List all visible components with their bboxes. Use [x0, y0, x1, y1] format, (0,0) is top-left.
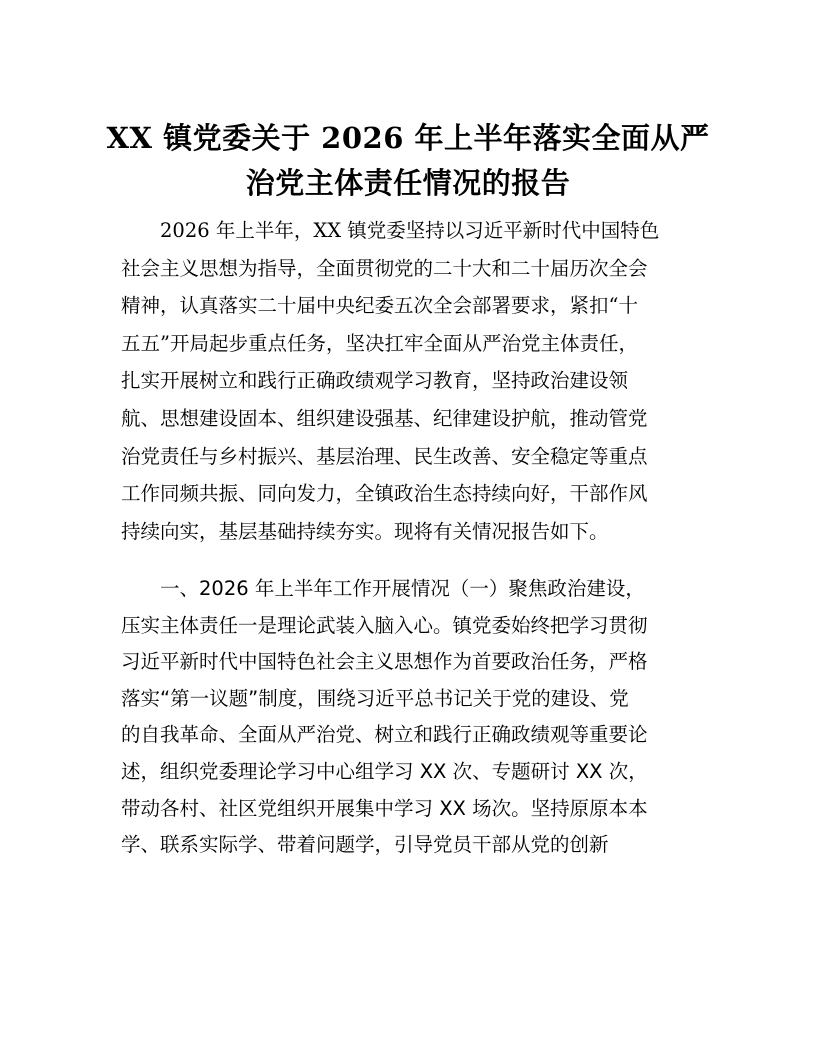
- paragraph-line: 精神，认真落实二十届中央纪委五次全会部署要求，紧扣“十: [121, 294, 638, 318]
- paragraph-line: 持续向实，基层基础持续夯实。现将有关情况报告如下。: [121, 519, 609, 543]
- paragraph-line: 工作同频共振、同向发力，全镇政治生态持续向好，干部作风: [121, 482, 648, 506]
- paragraph-line: 习近平新时代中国特色社会主义思想作为首要政治任务，严格: [121, 650, 648, 674]
- paragraph-line: 2026 年上半年，XX 镇党委坚持以习近平新时代中国特色: [121, 219, 660, 242]
- paragraph-line: 压实主体责任一是理论武装入脑入心。镇党委始终把学习贯彻: [121, 613, 648, 637]
- paragraph-line: 述，组织党委理论学习中心组学习 XX 次、专题研讨 XX 次，: [121, 759, 648, 783]
- paragraph-line: 学、联系实际学、带着问题学，引导党员干部从党的创新: [121, 833, 609, 857]
- title-line: XX 镇党委关于 2026 年上半年落实全面从严: [106, 121, 710, 155]
- paragraph-line: 扎实开展树立和践行正确政绩观学习教育，坚持政治建设领: [121, 369, 629, 393]
- paragraph-line: 一、2026 年上半年工作开展情况（一）聚焦政治建设，: [121, 577, 645, 600]
- paragraph-line: 落实“第一议题”制度，围绕习近平总书记关于党的建设、党: [121, 686, 629, 710]
- title-line: 治党主体责任情况的报告: [245, 166, 571, 200]
- paragraph-line: 治党责任与乡村振兴、基层治理、民生改善、安全稳定等重点: [121, 444, 648, 468]
- intro-paragraph: [121, 212, 701, 550]
- document-title: [60, 116, 756, 206]
- paragraph-line: 带动各村、社区党组织开展集中学习 XX 场次。坚持原原本本: [121, 796, 648, 820]
- paragraph-line: 五五”开局起步重点任务，坚决扛牢全面从严治党主体责任，: [121, 331, 638, 355]
- paragraph-line: 的自我革命、全面从严治党、树立和践行正确政绩观等重要论: [121, 723, 648, 747]
- section-one-paragraph: [121, 571, 701, 864]
- paragraph-line: 社会主义思想为指导，全面贯彻党的二十大和二十届历次全会: [121, 256, 648, 280]
- paragraph-line: 航、思想建设固本、组织建设强基、纪律建设护航，推动管党: [121, 406, 648, 430]
